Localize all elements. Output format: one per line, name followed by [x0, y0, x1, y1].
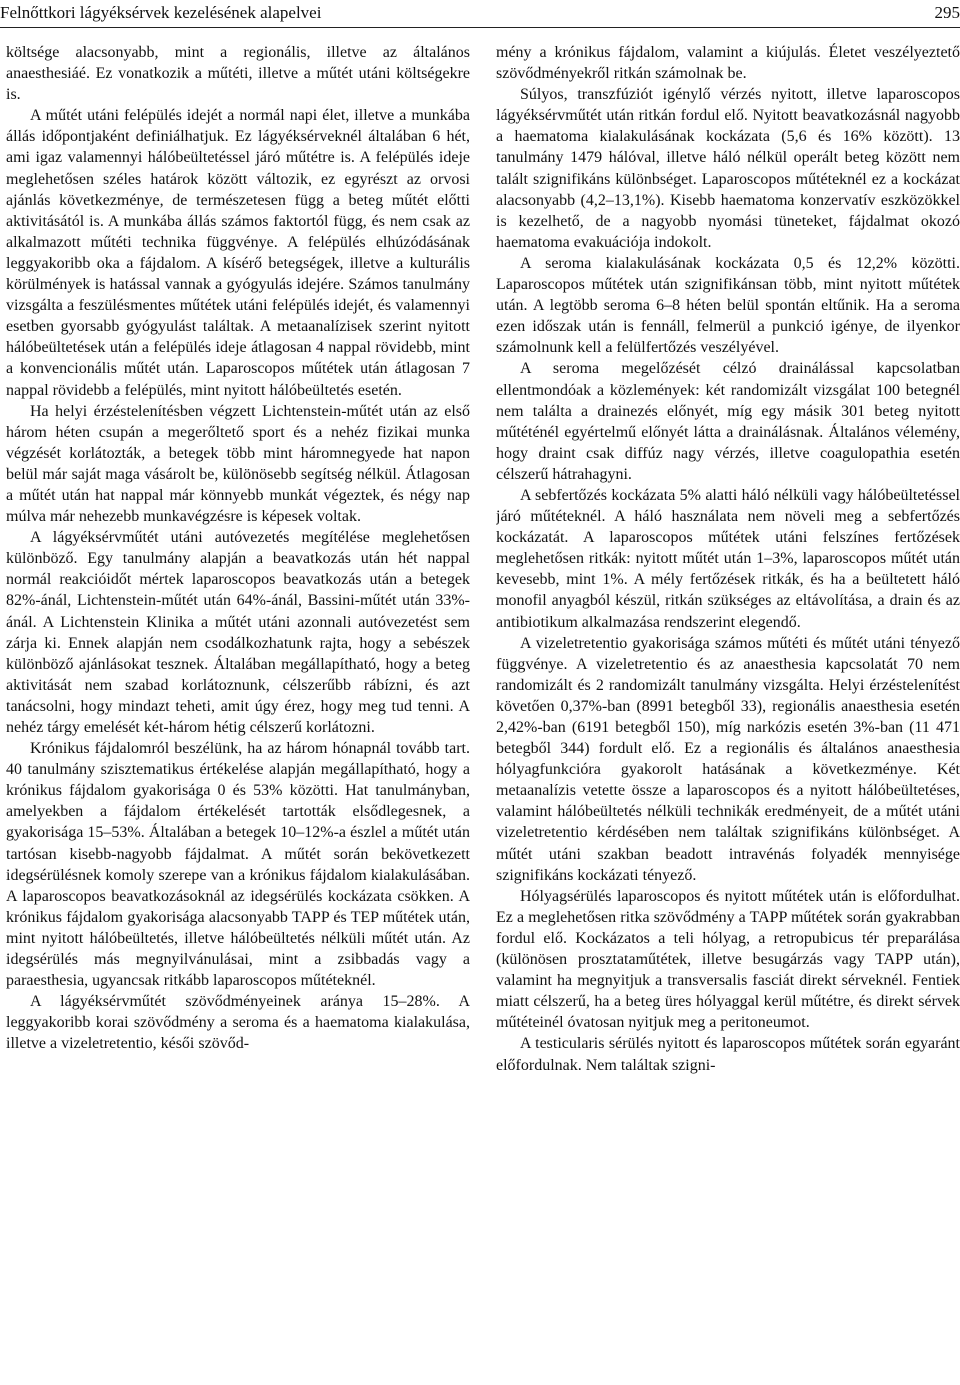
paragraph: költsége alacsonyabb, mint a regionális, illetve az általános anaesthesiáé. Ez vonatkozik a műtéti, illetve a műtét utáni költségekre is.: [6, 44, 470, 104]
running-header: [0, 0, 960, 28]
paragraph: A műtét utáni felépülés idejét a normál napi élet, illetve a munkába állás időpontjaként definiálhatjuk. Ez lágyéksérveknél általában 6 hét, ami igaz valamennyi hálóbeültetéssel járó műtétre is. A felépülés ideje meglehetősen széles határok között változik, ez egyrészt az orvosi ajánlás következménye, de természetesen függ a beteg műtét előtti aktivitásától is. A munkába állás számos faktortól függ, és nem csak az alkalmazott műtéti technika függvénye. A felépülés elhúzódásának leggyakoribb oka a fájdalom. A kísérő betegségek, illetve a kulturális körülmények is hatással vannak a gyógyulás idejére. Számos tanulmány vizsgálta a feszülésmentes műtétek utáni felépülés idejét, és valamennyi esetben gyorsabb gyógyulást találtak. A metaanalízisek szerint nyitott hálóbeültetések után a felépülés ideje átlagosan 4 nappal rövidebb, mint a konvencionális műtét után. Laparoscopos műtétek után átlagosan 7 nappal rövidebb a felépülés, mint nyitott hálóbeültetés esetén.: [6, 107, 470, 399]
paragraph: A sebfertőzés kockázata 5% alatti háló nélküli vagy hálóbeültetéssel járó műtéteknél. A háló használata nem növeli meg a sebfertőzés kockázatát. A laparoscopos műtétek utáni felszínes fertőzések meglehetősen ritkák: nyitott műtét után 1–3%, laparoscopos műtét után kevesebb, mint 1%. A mély fertőzések ritkák, és ha a beültetett háló monofil anyagból készül, ritkán szükséges az eltávolítása, a drain és az antibiotikum alkalmazása rendszerint elegendő.: [496, 486, 960, 631]
paragraph: A lágyéksérvműtét utáni autóvezetés megítélése meglehetősen különböző. Egy tanulmány alapján a beavatkozás után hét nappal normál reakcióidőt mértek laparoscopos beavatkozás után a betegek 82%-ánál, Lichtenstein-műtét után 64%-ánál, Bassini-műtét után 33%-ánál. A Lichtenstein Klinika a műtét utáni azonnali autóvezetést sem zárja ki. Ennek alapján nem csodálkozhatunk rajta, hogy a sebészek különböző ajánlásokat tesznek. Általában megállapítható, hogy a beteg aktivitását nem szabad korlátoznunk, célszerűbb rábízni, és azt tanácsolni, hogy mindazt teheti, amit úgy érez, hogy meg tud tenni. A nehéz tárgy emelését két-három hétig célszerű korlátozni.: [6, 529, 470, 736]
header-rule: [0, 27, 960, 28]
paragraph: A seroma kialakulásának kockázata 0,5 és 12,2% közötti. Laparoscopos műtétek után szignifikánsan több, mint nyitott műtétek után. A legtöbb seroma 6–8 héten belül spontán eltűnik. Ha a seroma ezen időszak után is fennáll, felmerül a punkció igénye, de ilyenkor számolnunk kell a felülfertőzés veszélyével.: [496, 254, 960, 357]
paragraph: Krónikus fájdalomról beszélünk, ha az három hónapnál tovább tart. 40 tanulmány szisztematikus értékelése alapján megállapítható, hogy a krónikus fájdalom gyakorisága 0 és 53% közötti. Hat tanulmányban, amelyekben a fájdalom értékelését tartották elsődlegesnek, a gyakorisága 15–53%. Általában a betegek 10–12%-a észlel a műtét után tartósan kisebb-nagyobb fájdalmat. A műtét során bekövetkezett idegsérülésnek komoly szerepe van a krónikus fájdalom kialakulásában. A laparoscopos beavatkozásoknál az idegsérülés kockázata csökken. A krónikus fájdalom gyakorisága alacsonyabb TAPP és TEP műtétek után, mint nyitott hálóbeültetés, illetve hálóbeültetés nélküli műtét után. Az idegsérülés más megnyilvánulásai, mint a zsibbadás vagy a paraesthesia, ugyancsak ritkább laparoscopos műtéteknél.: [6, 740, 470, 990]
paragraph: A testicularis sérülés nyitott és laparoscopos műtétek során egyaránt előfordulnak. Nem találtak szigni-: [496, 1035, 960, 1074]
paragraph: A lágyéksérvműtét szövődményeinek aránya 15–28%. A leggyakoribb korai szövődmény a seroma és a haematoma kialakulása, illetve a vizeletretentio, késői szövőd-: [6, 993, 470, 1053]
paragraph: mény a krónikus fájdalom, valamint a kiújulás. Életet veszélyeztető szövődményekről ritkán számolnak be.: [496, 44, 960, 83]
page-number: 295: [934, 3, 960, 22]
paragraph: Ha helyi érzéstelenítésben végzett Lichtenstein-műtét után az első három héten csupán a megerőltető sport és a nehéz fizikai munka végzését korlátozták, a betegek több mint háromnegyede hat napon belül már saját maga vásárolt be, különösebb segítség nélkül. Átlagosan a műtét után hat nappal már könnyebb munkát végeztek, és négy nap múlva már nehezebb munkavégzésre is képesek voltak.: [6, 402, 470, 526]
left-column: [6, 42, 470, 1382]
paragraph: A seroma megelőzését célzó drainálással kapcsolatban ellentmondóak a közlemények: két randomizált vizsgálat 100 betegnél nem találta a drainezés előnyét, míg egy másik 301 beteg nyitott műtéténél egyértelmű előnyét látta a drainálásnak. Általános vélemény, hogy draint csak diffúz nagy vérzés, illetve coagulopathia esetén célszerű hátrahagyni.: [496, 360, 960, 483]
right-column: [496, 42, 960, 1382]
paragraph: A vizeletretentio gyakorisága számos műtéti és műtét utáni tényező függvénye. A vizeletretentio és az anaesthesia kapcsolatát 70 nem randomizált és 2 randomizált tanulmány vizsgálta. Helyi érzéstelenítést követően 0,37%-ban (8991 betegből 33), regionális anaesthesia esetén 2,42%-ban (6191 betegből 150), míg narkózis esetén 3%-ban (11 471 betegből 344) fordult elő. Ez a regionális és általános anaesthesia hólyagfunkcióra gyakorolt hatásának a következménye. Két metaanalízis vetette össze a laparoscopos és a nyitott hálóbeültetéses, valamint hálóbeültetés nélküli technikák eredményeit, de a műtét utáni vizeletretentio kérdésében nem találtak szignifikáns különbséget. A műtét utáni szakban beadott intravénás folyadék mennyisége szignifikáns kockázati tényező.: [496, 634, 960, 884]
paragraph: Hólyagsérülés laparoscopos és nyitott műtétek után is előfordulhat. Ez a meglehetősen ritka szövődmény a TAPP műtétek során gyakrabban fordul elő. Kockázatos a teli hólyag, a retropubicus tér preparálása (különösen prosztataműtétek, illetve besugárzás vagy TAPP után), valamint ha megnyitjuk a transversalis fasciát direkt sérveknél. Fentiek miatt célszerű, ha a beteg üres hólyaggal kerül műtétre, és direkt sérvek műtéteinél óvatosan nyitjuk meg a peritoneumot.: [496, 887, 960, 1032]
running-title: Felnőttkori lágyéksérvek kezelésének alapelvei: [0, 3, 322, 22]
paragraph: Súlyos, transzfúziót igénylő vérzés nyitott, illetve laparoscopos lágyéksérvműtét után ritkán fordul elő. Nyitott beavatkozásnál nagyobb a haematoma kialakulásának kockázata (5,6 és 16% között). 13 tanulmány 1479 hálóval, illetve háló nélkül operált beteg között nem talált szignifikáns különbséget. Laparoscopos műtéteknél ez a kockázat alacsonyabb (4,2–13,1%). Kisebb haematoma konzervatív eszközökkel is kezelhető, de a nagyobb nyomási tüneteket, fájdalmat okozó haematoma evakuációja indokolt.: [496, 86, 960, 251]
